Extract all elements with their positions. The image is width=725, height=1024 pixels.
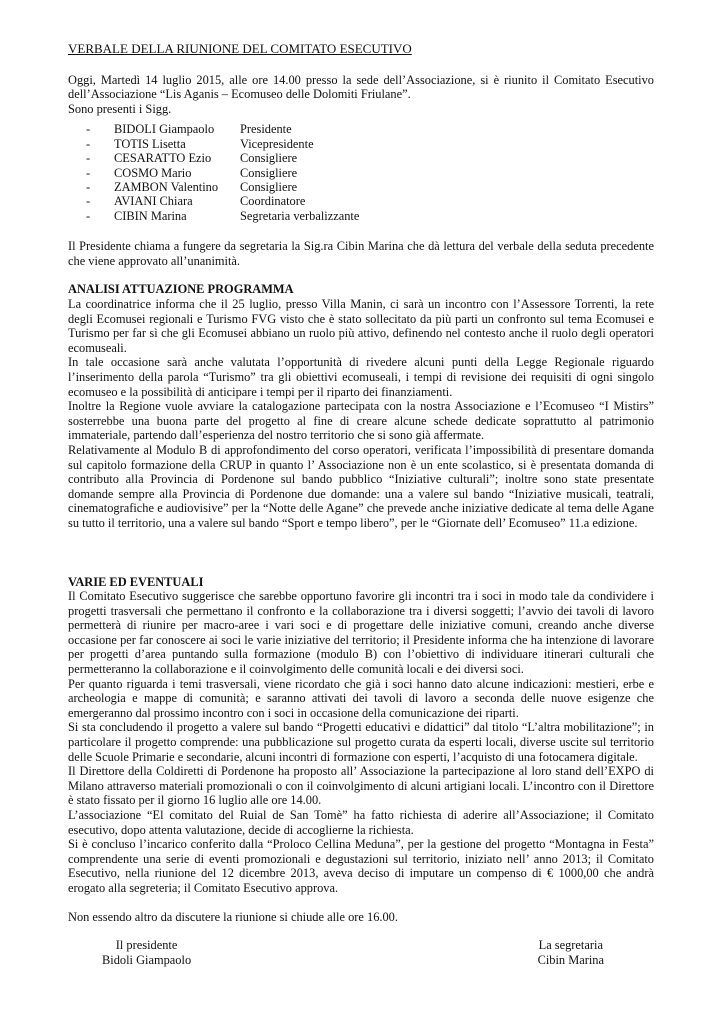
paragraph: In tale occasione sarà anche valutata l’opportunità di rivedere alcuni punti della Legge Regionale riguardo l’inserimento della parola “Turismo” tra gli obiettivi ecomuseali, i tempi di revisione dei requisiti di ogni singolo ecomuseo e la possibilità di anticipare i tempi per il riparto dei finanziamenti. [68,355,654,399]
list-item: - CESARATTO Ezio Consigliere [86,151,298,166]
list-item: - AVIANI Chiara Coordinatore [86,194,306,209]
paragraph: L’associazione “El comitato del Ruial de San Tomè” ha fatto richiesta di aderire all’Associazione; il Comitato esecutivo, dopo attenta valutazione, decide di accoglierne la richiesta. [68,808,654,837]
document-page [68,42,654,967]
section-heading-analisi: ANALISI ATTUAZIONE PROGRAMMA [68,282,294,297]
paragraph: Si sta concludendo il progetto a valere sul bando “Progetti educativi e didattici” dal titolo “L’altra mobilitazione”; in particolare il progetto comprende: una pubblicazione sul progetto curata da esperti locali, diverse uscite sul territorio delle Scuole Primarie e secondarie, alcuni incontri di formazione con esperti, l’acquisto di una fotocamera digitale. [68,720,654,764]
secretary-paragraph: Il Presidente chiama a fungere da segretaria la Sig.ra Cibin Marina che dà lettura del verbale della seduta precedente che viene approvato all’unanimità. [68,239,654,268]
paragraph: Relativamente al Modulo B di approfondimento del corso operatori, verificata l’impossibilità di presentare domanda sul capitolo formazione della CRUP in quanto l’ Associazione non è un ente scolastico, si è presentata domanda di contributo alla Provincia di Pordenone sul bando pubblico “Iniziative culturali”; inoltre sono state presentate domande sempre alla Provincia di Pordenone due domande: una a valere sul bando “Iniziative musicali, teatrali, cinematografiche e audiovisive” per la “Notte delle Agane” che prevede anche iniziative dedicate al tema delle Agane su tutto il territorio, una a valere sul bando “Sport e tempo libero”, per le “Giornate dell’ Ecomuseo” 11.a edizione. [68,442,654,530]
list-item: - CIBIN Marina Segretaria verbalizzante [86,208,360,223]
list-item: - TOTIS Lisetta Vicepresidente [86,136,314,151]
signature-role: La segretaria [538,938,603,953]
paragraph: Inoltre la Regione vuole avviare la catalogazione partecipata con la nostra Associazione e l’Ecomuseo “I Mistirs” sosterrebbe una buona parte del progetto al fine di creare alcune schede dedicate soprattutto al patrimonio immateriale, partendo dall’esperienza del nostro territorio che si sono già affermate. [68,399,654,443]
paragraph: Per quanto riguarda i temi trasversali, viene ricordato che già i soci hanno dato alcune indicazioni: mestieri, erbe e archeologia e mappe di comunità; e saranno attivati dei tavoli di lavoro a seconda delle nuove esigenze che emergeranno dal prossimo incontro con i soci in occasione della comunicazione dei riparti. [68,676,654,720]
document-title: VERBALE DELLA RIUNIONE DEL COMITATO ESECUTIVO [68,41,412,56]
list-item: - ZAMBON Valentino Consigliere [86,180,298,194]
signature-role: Il presidente [115,938,178,953]
list-item: - COSMO Mario Consigliere [86,165,298,180]
list-item: - BIDOLI Giampaolo Presidente [86,122,292,137]
signature-president [68,938,191,967]
section-heading-varie: VARIE ED EVENTUALI [68,574,204,589]
signature-name: Cibin Marina [537,952,604,967]
signatures [68,938,654,967]
signature-secretary [538,938,654,967]
closing-paragraph: Non essendo altro da discutere la riunione si chiude alle ore 16.00. [68,909,398,924]
signature-name: Bidoli Giampaolo [102,952,192,967]
intro-paragraph: Oggi, Martedì 14 luglio 2015, alle ore 14.00 presso la sede dell’Associazione, si è riunito il Comitato Esecutivo dell’Associazione “Lis Aganis – Ecomuseo delle Dolomiti Friulane”. [68,72,654,102]
paragraph: Il Direttore della Coldiretti di Pordenone ha proposto all’ Associazione la partecipazione al loro stand dell’EXPO di Milano attraverso materiali promozionali o con il coinvolgimento di alcuni artigiani locali. L’incontro con il Direttore è stato fissato per il giorno 16 luglio alle ore 14.00. [68,764,654,808]
paragraph: Si è concluso l’incarico conferito dalla “Proloco Cellina Meduna”, per la gestione del progetto “Montagna in Festa” comprendente una serie di eventi promozionali e degustazioni sul territorio, iniziato nell’ anno 2013; il Comitato Esecutivo, nella riunione del 12 dicembre 2013, aveva deciso di imputare un compenso di € 1000,00 che andrà erogato alla segreteria; il Comitato Esecutivo approva. [68,837,654,895]
attendees-intro: Sono presenti i Sigg. [68,101,172,116]
paragraph: Il Comitato Esecutivo suggerisce che sarebbe opportuno favorire gli incontri tra i soci in modo tale da condividere i progetti trasversali che permettano il confronto e la collaborazione tra i diversi soggetti; l’avvio dei tavoli di lavoro permetterà di riunire per macro-aree i vari soci e di progettare delle iniziative comuni, creando anche diverse occasione per far conoscere ai soci le varie iniziative del territorio; il Presidente informa che ha intenzione di lavorare per progetti d’area puntando sulla formazione (modulo B) con l’obiettivo di individuare itinerari culturali che permetteranno la collaborazione e il coinvolgimento delle comunità locali e dei diversi soci. [68,589,654,677]
paragraph: La coordinatrice informa che il 25 luglio, presso Villa Manin, ci sarà un incontro con l’Assessore Torrenti, la rete degli Ecomusei regionali e Turismo FVG visto che è stato sollecitato da più parti un confronto sul tema Ecomusei e Turismo per far sì che gli Ecomusei abbiano un ruolo più attivo, definendo nel contesto anche il ruolo degli operatori ecomuseali. [68,297,654,355]
members-list [68,122,654,223]
